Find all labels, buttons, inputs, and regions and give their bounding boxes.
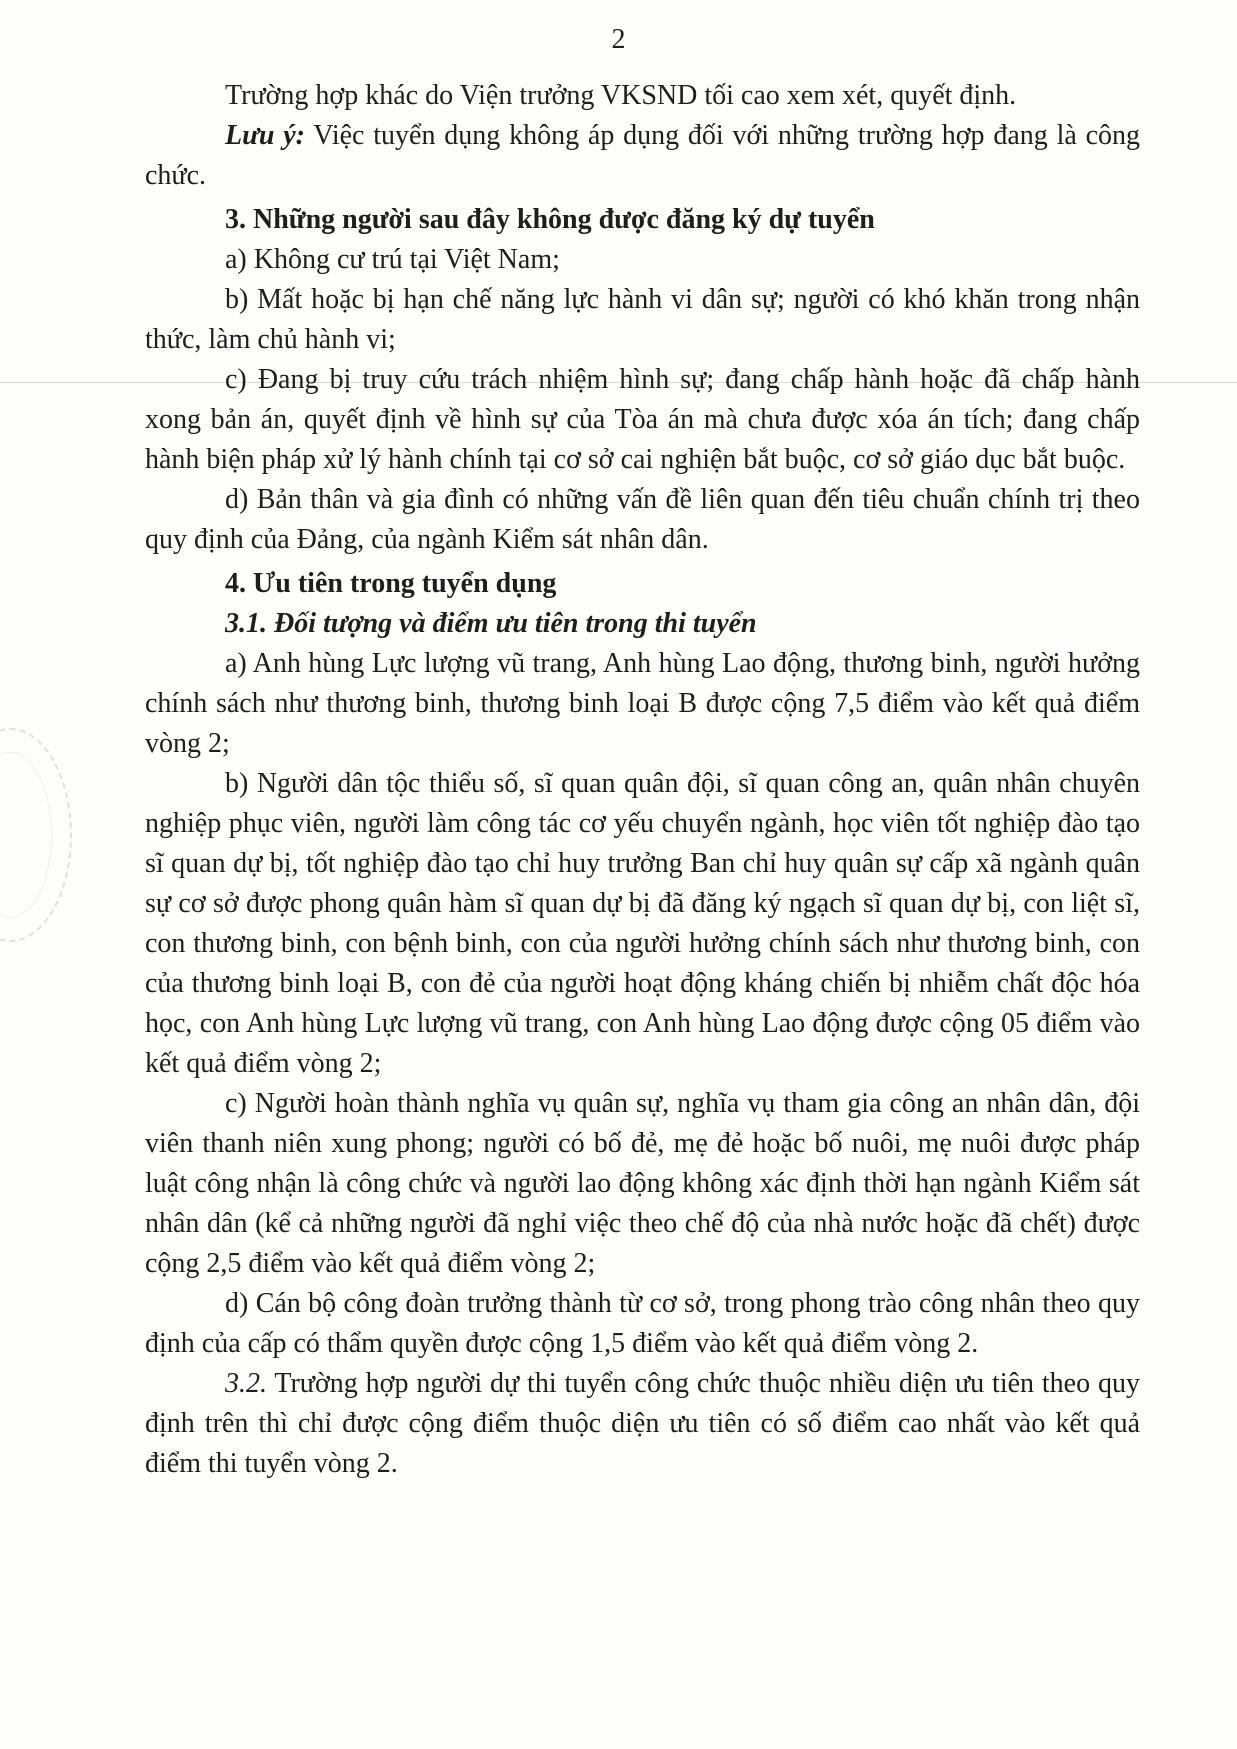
item-3-1a: a) Anh hùng Lực lượng vũ trang, Anh hùng Lao động, thương binh, người hưởng chính sách như thương binh, thương binh loại B được cộng 7,5 điểm vào kết quả điểm vòng 2;	[145, 648, 1140, 759]
item-3c: c) Đang bị truy cứu trách nhiệm hình sự; đang chấp hành hoặc đã chấp hành xong bản án, quyết định về hình sự của Tòa án mà chưa được xóa án tích; đang chấp hành biện pháp xử lý hành chính tại cơ sở cai nghiện bắt buộc, cơ sở giáo dục bắt buộc.	[145, 364, 1140, 475]
item-3d: d) Bản thân và gia đình có những vấn đề liên quan đến tiêu chuẩn chính trị theo quy định của Đảng, của ngành Kiểm sát nhân dân.	[145, 484, 1140, 555]
item-3-1d: d) Cán bộ công đoàn trưởng thành từ cơ sở, trong phong trào công nhân theo quy định của cấp có thẩm quyền được cộng 1,5 điểm vào kết quả điểm vòng 2.	[145, 1288, 1140, 1359]
note-text: Việc tuyển dụng không áp dụng đối với những trường hợp đang là công chức.	[145, 120, 1140, 191]
page-number: 2	[611, 24, 626, 55]
item-3-1b: b) Người dân tộc thiểu số, sĩ quan quân đội, sĩ quan công an, quân nhân chuyên nghiệp phục viên, người làm công tác cơ yếu chuyển ngành, học viên tốt nghiệp đào tạo sĩ quan dự bị, tốt nghiệp đào tạo chỉ huy trưởng Ban chỉ huy quân sự cấp xã ngành quân sự cơ sở được phong quân hàm sĩ quan dự bị đã đăng ký ngạch sĩ quan dự bị, con liệt sĩ, con thương binh, con bệnh binh, con của người hưởng chính sách như thương binh, con của thương binh loại B, con đẻ của người hoạt động kháng chiến bị nhiễm chất độc hóa học, con Anh hùng Lực lượng vũ trang, con Anh hùng Lao động được cộng 05 điểm vào kết quả điểm vòng 2;	[145, 768, 1140, 1079]
section-heading-3: 3. Những người sau đây không được đăng ký dự tuyển	[225, 204, 875, 235]
note-label: Lưu ý:	[225, 120, 306, 151]
paragraph-note	[145, 116, 1140, 196]
paragraph-other-cases: Trường hợp khác do Viện trưởng VKSND tối cao xem xét, quyết định.	[225, 80, 1017, 111]
stamp-seal-partial	[0, 728, 72, 942]
subsection-heading-3-1: 3.1. Đối tượng và điểm ưu tiên trong thi tuyển	[225, 608, 757, 639]
subsection-3-2-text: Trường hợp người dự thi tuyển công chức thuộc nhiều diện ưu tiên theo quy định trên thì chỉ được cộng điểm thuộc diện ưu tiên có số điểm cao nhất vào kết quả điểm thi tuyển vòng 2.	[145, 1368, 1140, 1479]
section-heading-4: 4. Ưu tiên trong tuyển dụng	[225, 568, 557, 599]
item-3a: a) Không cư trú tại Việt Nam;	[225, 244, 560, 275]
document-body	[145, 76, 1140, 1484]
item-3b: b) Mất hoặc bị hạn chế năng lực hành vi dân sự; người có khó khăn trong nhận thức, làm chủ hành vi;	[145, 284, 1140, 355]
item-3-1c: c) Người hoàn thành nghĩa vụ quân sự, nghĩa vụ tham gia công an nhân dân, đội viên thanh niên xung phong; người có bố đẻ, mẹ đẻ hoặc bố nuôi, mẹ nuôi được pháp luật công nhận là công chức và người lao động không xác định thời hạn ngành Kiểm sát nhân dân (kể cả những người đã nghỉ việc theo chế độ của nhà nước hoặc đã chết) được cộng 2,5 điểm vào kết quả điểm vòng 2;	[145, 1088, 1140, 1279]
subsection-3-2	[145, 1364, 1140, 1484]
subsection-3-2-label: 3.2.	[225, 1368, 267, 1399]
